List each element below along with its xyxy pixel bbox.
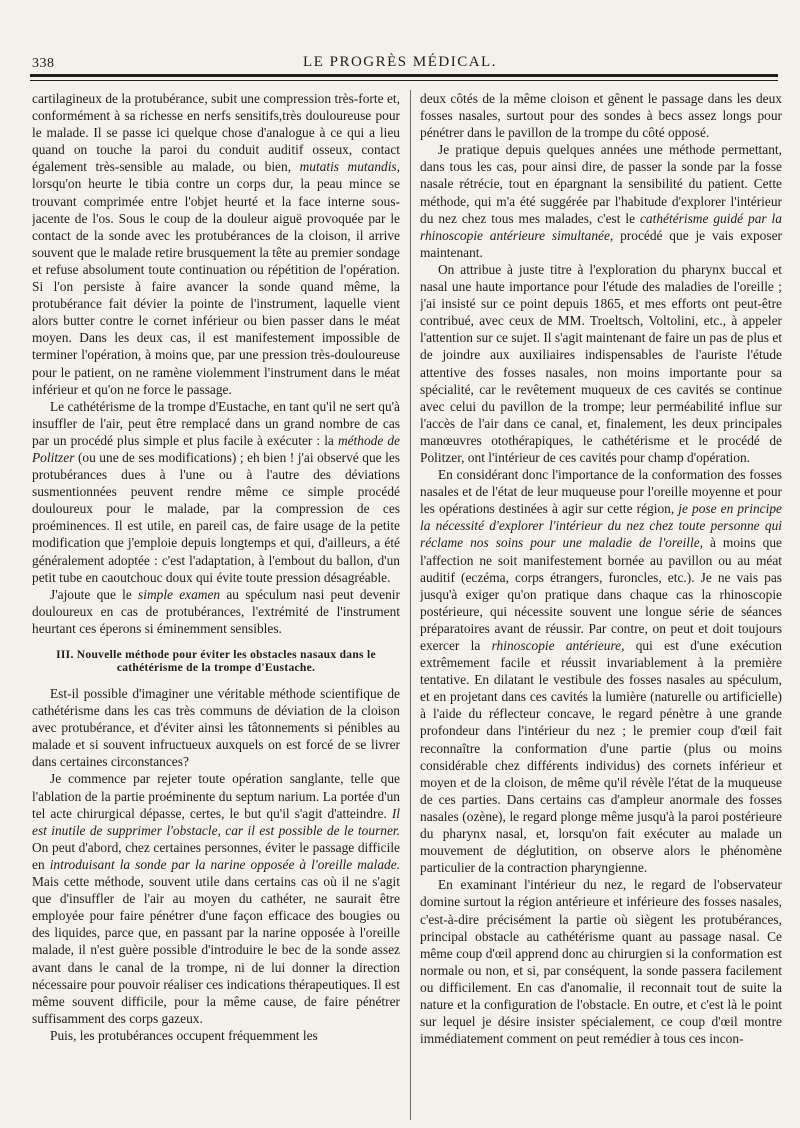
text-run: deux côtés de la même cloison et gênent le passage dans les deux fosses nasales, surtout pour des sondes à becs assez longs pour pénétrer dans le pavillon de la trompe du côté opposé. bbox=[420, 91, 782, 141]
italic-text: simple examen bbox=[138, 586, 221, 602]
italic-text: je pose en principe la nécessité d'explorer l'intérieur du nez chez toute personne qui réclame nos soins pour une maladie de l'oreille, bbox=[420, 501, 782, 551]
text-run: Puis, les protubérances occupent fréquemment les bbox=[50, 1027, 318, 1043]
text-run: procédé que je vais exposer maintenant. bbox=[420, 227, 782, 260]
paragraph bbox=[32, 1027, 400, 1044]
section-heading: III. Nouvelle méthode pour éviter les obstacles nasaux dans le cathétérisme de la trompe d'Eustache. bbox=[56, 649, 376, 674]
text-run: au spéculum nasi peut devenir douloureux en cas de protubérances, l'extrémité de l'instrument heurtant ces éperons si éminemment sensibles. bbox=[32, 586, 400, 636]
header-rule-thin bbox=[30, 80, 778, 81]
left-column bbox=[32, 90, 400, 1120]
text-run: (ou une de ses modifications) ; eh bien ! j'ai observé que les protubérances dues à l'une ou à l'autre des déviations susmentionnées peuvent rendre même ce simple procédé douloureux pour le malade, par la compression de ces proéminences. Il est utile, en pareil cas, de faire usage de la petite modification que j'emploie depuis longtemps et qui, d'ailleurs, a été généralement adoptée : c'est l'adaptation, à l'embout du ballon, d'un petit tube en caoutchouc doux qui évite toute pression désagréable. bbox=[32, 449, 400, 585]
text-run: lorsqu'on heurte le tibia contre un corps dur, la peau mince se trouvant comprimée entre l'objet heurté et la face interne sous-jacente de l'os. Sous le coup de la douleur aiguë provoquée par le contact de la sonde avec les protubérances de la cloison, il arrive souvent que le malade retire brusquement la tête au premier sondage et refuse absolument toute continuation ou répétition de l'opération. Si l'on persiste à faire avancer la sonde quand même, la protubérance fait dévier la pointe de l'instrument, laquelle vient alors butter contre le cornet inférieur ou bien passer dans le méat moyen. Dans les deux cas, il est manifestement impossible de terminer l'opération, à moins que, par une pression très-douloureuse pour le patient, on ne ramène violemment l'instrument dans le méat inférieur et qu'on ne force le passage. bbox=[32, 176, 400, 397]
italic-text: méthode de Politzer bbox=[32, 432, 400, 465]
right-column bbox=[420, 90, 782, 1120]
paragraph bbox=[32, 586, 400, 637]
text-run: En examinant l'intérieur du nez, le regard de l'observateur domine surtout la région antérieure et inférieure des fosses nasales, c'est-à-dire précisément la partie où siègent les protubérances, principal obstacle au cathétérisme quant au passage nasal. Ce même coup d'œil apprend donc au chirurgien si la conformation est normale ou non, et si, par conséquent, la sonde passera facilement ou difficilement. En cas d'anomalie, il reconnait tout de suite la nature et la configuration de l'obstacle. En outre, et c'est là le point sur lequel je désire insister spécialement, ce coup d'œil montre immédiatement comment on peut remédier à tous ces incon- bbox=[420, 877, 782, 1047]
text-run: Est-il possible d'imaginer une véritable méthode scientifique de cathétérisme dans les cas très communs de déviation de la cloison avec protubérance, et d'éviter ainsi les tâtonnements si pénibles au malade et si souvent infructueux auxquels on est forcé de se livrer dans certaines circonstances? bbox=[32, 686, 400, 770]
text-run: J'ajoute que le bbox=[50, 586, 132, 602]
text-run: Mais cette méthode, souvent utile dans certains cas où il ne s'agit que d'insuffler de l'air au moyen du cathéter, ne saurait être employée pour faire pénétrer d'une façon efficace des bougies ou des liquides, parce que, en passant par la narine opposée à l'oreille malade, il n'est guère possible d'introduire le bec de la sonde assez avant dans le canal de la trompe, ni de lui donner la direction nécessaire pour pouvoir réaliser ces indications thérapeutiques. Il est même souvent difficile, pour la même cause, de faire pénétrer suffisamment des corps gazeux. bbox=[32, 874, 400, 1026]
column-divider bbox=[410, 90, 411, 1120]
italic-text: cathétérisme guidé par la rhinoscopie antérieure simultanée, bbox=[420, 210, 782, 243]
paragraph bbox=[32, 398, 400, 586]
paragraph bbox=[32, 770, 400, 1026]
paragraph bbox=[420, 261, 782, 466]
paragraph bbox=[420, 141, 782, 261]
header-rule-thick bbox=[30, 74, 778, 77]
paragraph bbox=[32, 685, 400, 770]
italic-text: rhinoscopie antérieure, bbox=[491, 638, 625, 653]
italic-text: mutatis mutandis, bbox=[299, 159, 400, 175]
paragraph bbox=[420, 466, 782, 876]
text-run: Je pratique depuis quelques années une méthode permettant, dans tous les cas, pour ainsi dire, de passer la sonde par la fosse nasale rétrécie, tout en épargnant la sensibilité du patient. Cette méthode, qui m'a été suggérée par l'habitude d'explorer l'intérieur du nez chez tous mes malades, c'est le bbox=[420, 142, 782, 226]
text-run: Le cathétérisme de la trompe d'Eustache, en tant qu'il ne sert qu'à insuffler de l'air, peut être remplacé dans un grand nombre de cas par un procédé plus simple et plus facile à exécuter : la bbox=[32, 398, 400, 448]
journal-title: LE PROGRÈS MÉDICAL. bbox=[303, 54, 497, 70]
page-number: 338 bbox=[32, 56, 55, 71]
text-run: On peut d'abord, chez certaines personnes, éviter le passage difficile en bbox=[32, 839, 400, 872]
text-run: On attribue à juste titre à l'exploration du pharynx buccal et nasal une haute importance pour l'étude des maladies de l'oreille ; j'ai insisté sur ce point depuis 1865, et mes efforts ont peut-être contribué, avec ceux de MM. Troeltsch, Voltolini, etc., à appeler l'attention sur ce sujet. Il s'agit maintenant de faire un pas de plus et de joindre aux auxiliaires indispensables de l'auriste l'étude attentive des fosses nasales, non moins importante pour sa spécialité, car le revêtement muqueux de ces cavités se continue avec celui du pavillon de la trompe; leur perméabilité influe sur l'accès de l'air dans ce canal, et, finalement, les deux principales manœuvres otothérapiques, le cathétérisme et le procédé de Politzer, ont l'intérieur de ces cavités pour champ d'opération. bbox=[420, 261, 782, 465]
italic-text: introduisant la sonde par la narine opposée à l'oreille malade. bbox=[49, 856, 400, 872]
paragraph bbox=[420, 90, 782, 141]
text-run: cartilagineux de la protubérance, subit une compression très-forte et, conformément à sa richesse en nerfs sensitifs,très douloureuse pour le malade. Il se passe ici quelque chose d'analogue à ce qui a lieu quand on touche la paroi du conduit auditif osseux, contact également très-sensible au malade, ou bien, bbox=[32, 91, 400, 175]
text-run: à moins que l'affection ne soit manifestement bornée au pavillon ou au méat auditif (eczéma, corps étrangers, furoncles, etc.). Je ne vais pas jusqu'à exiger qu'on pratique dans chaque cas la rhinoscopie postérieure, qui nécessite souvent une longue série de séances préparatoires avant de réussir. Par contre, on peut et doit toujours exercer la bbox=[420, 535, 782, 653]
italic-text: Il est inutile de supprimer l'obstacle, car il est possible de le tourner. bbox=[32, 805, 400, 838]
paragraph bbox=[32, 90, 400, 398]
text-run: qui est d'une exécution extrêmement facile et réussit invariablement à la première tentative. En dilatant le vestibule des fosses nasales au spéculum, et en projetant dans ces cavités la lumière (naturelle ou artificielle) à l'aide du réflecteur concave, le regard pénètre à une grande profondeur dans l'intérieur du nez ; le premier coup d'œil fait reconnaître la conformation d'une partie (plus ou moins considérable chez différents individus) des cornets inférieur et moyen et de la cloison, de même qu'il révèle l'état de la muqueuse de ces parties. Dans certains cas d'ampleur anormale des fosses nasales (ozène), le regard plonge même jusqu'à la paroi postérieure du pharynx nasal, et, lorsqu'on fait exécuter au malade un mouvement de déglutition, on observe alors le phénomène particulier de la contraction pharyngienne. bbox=[420, 638, 782, 876]
paragraph bbox=[420, 876, 782, 1047]
text-run: Je commence par rejeter toute opération sanglante, telle que l'ablation de la partie proéminente du septum narium. La portée d'un tel acte chirurgical dépasse, certes, le but qu'il s'agit d'atteindre. bbox=[32, 771, 400, 821]
text-run: En considérant donc l'importance de la conformation des fosses nasales et de l'état de leur muqueuse pour l'oreille moyenne et pour les opérations destinées à agir sur cette région, bbox=[420, 467, 782, 517]
